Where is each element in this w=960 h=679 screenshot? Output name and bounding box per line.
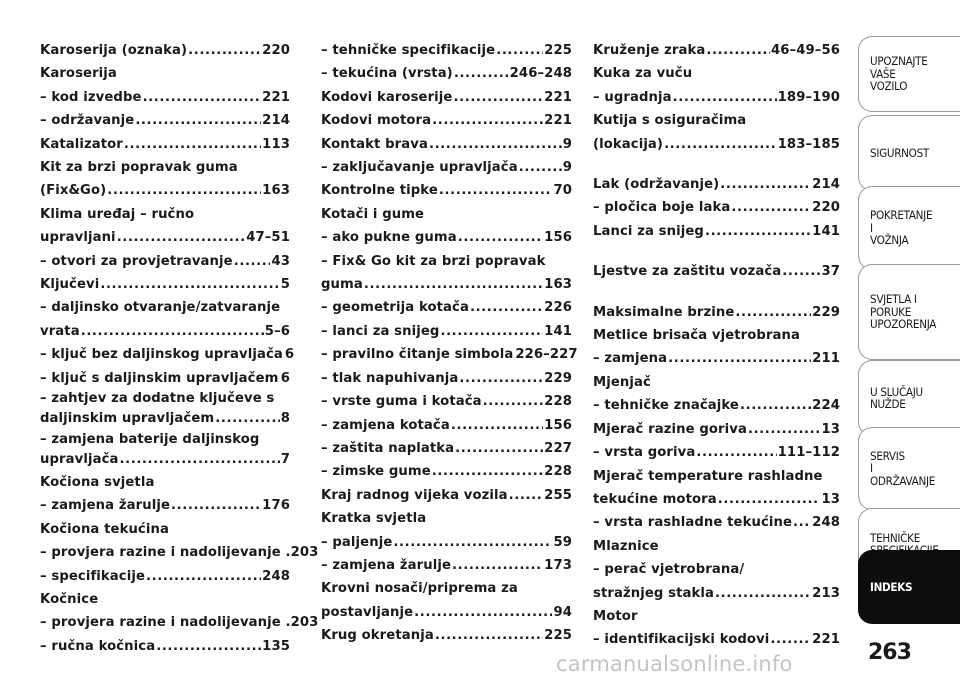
index-entry [40,320,290,343]
dot-leader [143,86,262,109]
index-heading: Kočnice [40,591,99,607]
tab-servis[interactable] [858,427,960,510]
index-entry [321,343,578,366]
dot-leader [453,86,543,109]
entry-page: 213 [812,585,840,601]
entry-page: 220 [262,43,290,58]
index-entry [321,460,572,483]
dot-leader [740,394,811,417]
index-entry [321,109,572,132]
tab-label: SIGURNOST [870,145,929,160]
index-heading: Kočiona svjetla [40,474,155,490]
dot-leader [432,460,543,483]
entry-page: 5–6 [264,323,290,339]
index-entry [40,407,290,430]
index-entry [593,347,840,370]
dot-leader [429,133,562,156]
tab-indeks[interactable] [858,550,960,624]
entry-label: – ako pukne guma [321,230,457,246]
index-entry [321,133,572,156]
entry-label: Ključevi [40,277,100,293]
dot-leader [673,86,777,109]
entry-label: stražnjeg stakla [593,585,714,601]
dot-leader [706,39,770,62]
dot-leader [705,220,811,243]
entry-page: 221 [544,113,572,129]
dot-leader [458,226,543,249]
entry-label: – vrste guma i kotača [321,394,482,410]
dot-leader [509,484,544,507]
dot-leader [81,320,264,343]
section-gap [593,243,840,260]
index-entry [321,156,572,179]
dot-leader [718,488,821,511]
entry-label: Kontakt brava [321,136,428,152]
tab-label: SVJETLA I PORUKE UPOZORENJA [870,292,937,332]
index-entry [593,582,840,605]
entry-label: – paljenje [321,534,393,550]
index-entry [593,488,840,511]
dot-leader [696,441,776,464]
entry-label: guma [321,277,363,293]
dot-leader [715,582,811,605]
tab-pokretanje[interactable] [858,186,960,270]
tab-label: U SLUČAJU NUŽDE [870,384,923,411]
index-entry [40,367,290,390]
dot-leader [782,260,820,283]
entry-page: 59 [553,534,572,550]
dot-leader [100,273,279,296]
entry-label: upravljani [40,230,116,246]
index-heading: Mlaznice [593,538,659,554]
dot-leader [124,133,261,156]
entry-label: Mjerač razine goriva [593,421,747,437]
entry-label: – zamjena žarulje [321,557,451,573]
entry-label: – zaštita naplatka [321,440,455,456]
dot-leader [483,390,544,413]
index-entry [40,494,290,517]
tab-upoznajte[interactable] [858,36,960,112]
entry-label: – specifikacije [40,568,145,584]
entry-label: Katalizator [40,136,123,152]
tab-u-slučaju[interactable] [858,360,960,436]
index-entry [321,273,572,296]
index-entry [40,226,290,249]
entry-page: 9 [562,136,572,152]
dot-leader [748,418,820,441]
index-heading: Kuka za vuču [593,66,693,82]
index-entry [40,448,290,471]
entry-page: 225 [544,628,572,644]
dot-leader [455,437,543,460]
entry-label: (lokacija) [593,136,664,152]
entry-page: 229 [812,304,840,320]
entry-label: Kraj radnog vijeka vozila [321,487,508,503]
entry-page: 224 [812,398,840,414]
index-entry [321,414,572,437]
entry-page: 248 [812,515,840,531]
index-heading: – zahtjev za dodatne ključeve s [40,391,275,407]
dot-leader [393,531,552,554]
entry-label: – kod izvedbe [40,89,142,105]
index-entry [321,86,572,109]
dot-leader [451,414,543,437]
index-heading: Kratka svjetla [321,511,427,527]
index-heading: Kotači i gume [321,206,425,222]
index-entry [321,62,572,85]
entry-page: 47–51 [246,230,290,246]
entry-page: 229 [544,370,572,386]
entry-page: 13 [821,491,840,507]
index-heading: – provjera razine i nadolijevanje .203 [40,615,319,631]
tab-sigurnost[interactable] [858,115,960,191]
entry-page: 13 [821,421,840,437]
entry-label: vrata [40,323,80,339]
entry-page: 6 [280,370,290,386]
dot-leader [107,179,261,202]
dot-leader [156,635,261,658]
tab-label: UPOZNAJTE VAŠE VOZILO [870,54,928,94]
index-entry [593,260,840,283]
entry-page: 173 [544,557,572,573]
entry-label: – zamjena žarulje [40,498,170,514]
dot-leader [519,156,562,179]
index-heading: Kočiona tekućina [40,521,169,537]
entry-label: – ugradnja [593,89,672,105]
entry-page: 227 [544,440,572,456]
entry-label: – pločica boje laka [593,200,731,216]
index-entry [321,320,572,343]
entry-page: 9 [562,160,572,176]
entry-page: 176 [262,498,290,514]
index-heading: – provjera razine i nadolijevanje .203 [40,545,319,561]
dot-leader [440,320,543,343]
dot-leader [439,179,553,202]
index-entry [593,441,840,464]
index-entry [593,301,840,324]
index-heading: – perač vjetrobrana/ [593,562,745,578]
entry-page: 228 [544,394,572,410]
entry-label: – geometrija kotača [321,300,469,316]
entry-label: – ključ bez daljinskog upravljača [40,347,283,363]
entry-label: Ljestve za zaštitu vozača [593,264,782,280]
dot-leader [720,173,811,196]
tab-label: SERVIS I ODRŽAVANJE [870,448,936,488]
entry-page: 220 [812,200,840,216]
index-heading: Kutija s osiguračima [593,113,747,129]
entry-label: – tehničke specifikacije [321,43,496,58]
index-entry [40,86,290,109]
index-heading: – zamjena baterije daljinskog [40,431,260,447]
section-gap [593,284,840,301]
entry-label: tekućine motora [593,491,717,507]
index-heading: Mjenjač [593,374,651,390]
index-entry [40,133,290,156]
index-entry [593,628,840,651]
index-entry [593,196,840,219]
index-entry [321,624,572,647]
index-column-3 [593,39,840,652]
tab-label: INDEKS [870,579,913,594]
entry-label: – ključ s daljinskim upravljačem [40,370,279,386]
entry-page: 163 [262,183,290,199]
entry-page: 246–248 [509,66,572,82]
entry-label: Lanci za snijeg [593,223,704,239]
index-entry [593,86,840,109]
dot-leader [496,39,543,62]
entry-page: 156 [544,417,572,433]
entry-label: Maksimalne brzine [593,304,735,320]
index-heading: Klima uređaj – ručno [40,206,195,222]
index-heading: – Fix& Go kit za brzi popravak [321,253,546,269]
index-column-1 [40,39,319,658]
entry-label: Krug okretanja [321,628,434,644]
entry-label: – identifikacijski kodovi [593,632,770,648]
dot-leader [731,196,811,219]
entry-label: – tlak napuhivanja [321,370,459,386]
dot-leader [664,133,777,156]
index-entry [40,273,290,296]
section-gap [593,156,840,173]
index-entry [40,179,290,202]
index-entry [593,173,840,196]
entry-page: 141 [812,223,840,239]
entry-label: – zamjena [593,351,668,367]
index-entry [593,394,840,417]
entry-page: 211 [812,351,840,367]
entry-page: 226 [544,300,572,316]
entry-page: 156 [544,230,572,246]
dot-leader [146,565,261,588]
entry-page: 37 [821,264,840,280]
entry-label: postavljanje [321,604,414,620]
entry-label: (Fix&Go) [40,183,107,199]
index-heading: – daljinsko otvaranje/zatvaranje [40,300,281,316]
dot-leader [668,347,811,370]
entry-label: – vrsta rashladne tekućine [593,515,793,531]
entry-page: 111–112 [777,445,840,461]
dot-leader [454,62,509,85]
entry-label: Kruženje zraka [593,43,706,58]
dot-leader [435,624,543,647]
index-column-2 [321,39,578,648]
entry-label: – vrsta goriva [593,445,696,461]
entry-page: 113 [262,136,290,152]
entry-label: – lanci za snijeg [321,323,440,339]
dot-leader [735,301,811,324]
dot-leader [470,296,543,319]
entry-label: Lak (održavanje) [593,177,720,193]
entry-page: 163 [544,277,572,293]
index-entry [593,418,840,441]
entry-page: 7 [280,451,290,467]
dot-leader [119,448,279,471]
watermark: carmanualsonline.info [556,652,793,676]
entry-page: 43 [271,253,290,269]
index-entry [321,179,572,202]
index-entry [40,565,290,588]
entry-label: – zimske gume [321,464,431,480]
entry-label: – zamjena kotača [321,417,450,433]
entry-label: – zaključavanje upravljača [321,160,518,176]
index-entry [321,39,572,62]
index-heading: Mjerač temperature rashladne [593,468,823,484]
tab-label: TEHNIČKE [870,530,920,545]
index-heading: Krovni nosači/priprema za [321,581,518,597]
entry-label: Kodovi karoserije [321,89,453,105]
dot-leader [135,109,261,132]
index-entry [40,39,290,62]
tab-svjetla-i[interactable] [858,264,960,360]
index-entry [321,390,572,413]
index-entry [321,437,572,460]
index-entry [321,484,572,507]
dot-leader [215,407,279,430]
entry-page: 248 [262,568,290,584]
index-heading: Kit za brzi popravak guma [40,160,238,176]
index-entry [321,367,572,390]
entry-page: 225 [544,43,572,58]
entry-label: – tekućina (vrsta) [321,66,453,82]
index-entry [593,133,840,156]
dot-leader [234,250,271,273]
dot-leader [770,628,811,651]
entry-label: – pravilno čitanje simbola [321,347,514,363]
entry-page: 221 [262,89,290,105]
index-entry [321,554,572,577]
index-entry [40,635,290,658]
entry-page: 5 [280,277,290,293]
entry-label: – ručna kočnica [40,638,156,654]
entry-page: 141 [544,323,572,339]
index-entry [40,109,290,132]
index-entry [593,220,840,243]
dot-leader [432,109,543,132]
dot-leader [414,601,552,624]
entry-label: daljinskim upravljačem [40,411,215,427]
index-entry [593,511,840,534]
entry-label: Kontrolne tipke [321,183,438,199]
dot-leader [793,511,811,534]
entry-label: – tehničke značajke [593,398,739,414]
entry-page: 221 [812,632,840,648]
entry-page: 94 [553,604,572,620]
entry-page: 214 [812,177,840,193]
entry-page: 46–49–56 [770,43,840,58]
page-number: 263 [868,640,911,665]
entry-label: – otvori za provjetravanje [40,253,233,269]
entry-page: 228 [544,464,572,480]
entry-label: Kodovi motora [321,113,432,129]
tab-label: POKRETANJE I VOŽNJA [870,208,933,248]
dot-leader [459,367,543,390]
entry-page: 221 [544,89,572,105]
index-entry [593,39,840,62]
entry-label: upravljača [40,451,119,467]
entry-page: 8 [280,411,290,427]
dot-leader [171,494,261,517]
index-entry [321,531,572,554]
entry-page: 183–185 [777,136,840,152]
index-heading: Motor [593,608,638,624]
index-entry [40,250,290,273]
index-entry [40,343,295,366]
entry-page: 70 [553,183,572,199]
index-heading: Metlice brisača vjetrobrana [593,328,801,344]
entry-label: Karoserija (oznaka) [40,43,188,58]
entry-page: 255 [544,487,572,503]
dot-leader [117,226,246,249]
index-entry [321,226,572,249]
index-heading: Karoserija [40,66,117,82]
dot-leader [188,39,261,62]
entry-page: 226–227 [515,347,578,363]
dot-leader [364,273,543,296]
index-entry [321,601,572,624]
entry-page: 189–190 [777,89,840,105]
dot-leader [452,554,543,577]
index-entry [321,296,572,319]
entry-page: 6 [284,347,295,363]
entry-page: 214 [262,113,290,129]
entry-page: 135 [262,638,290,654]
entry-label: – održavanje [40,113,135,129]
